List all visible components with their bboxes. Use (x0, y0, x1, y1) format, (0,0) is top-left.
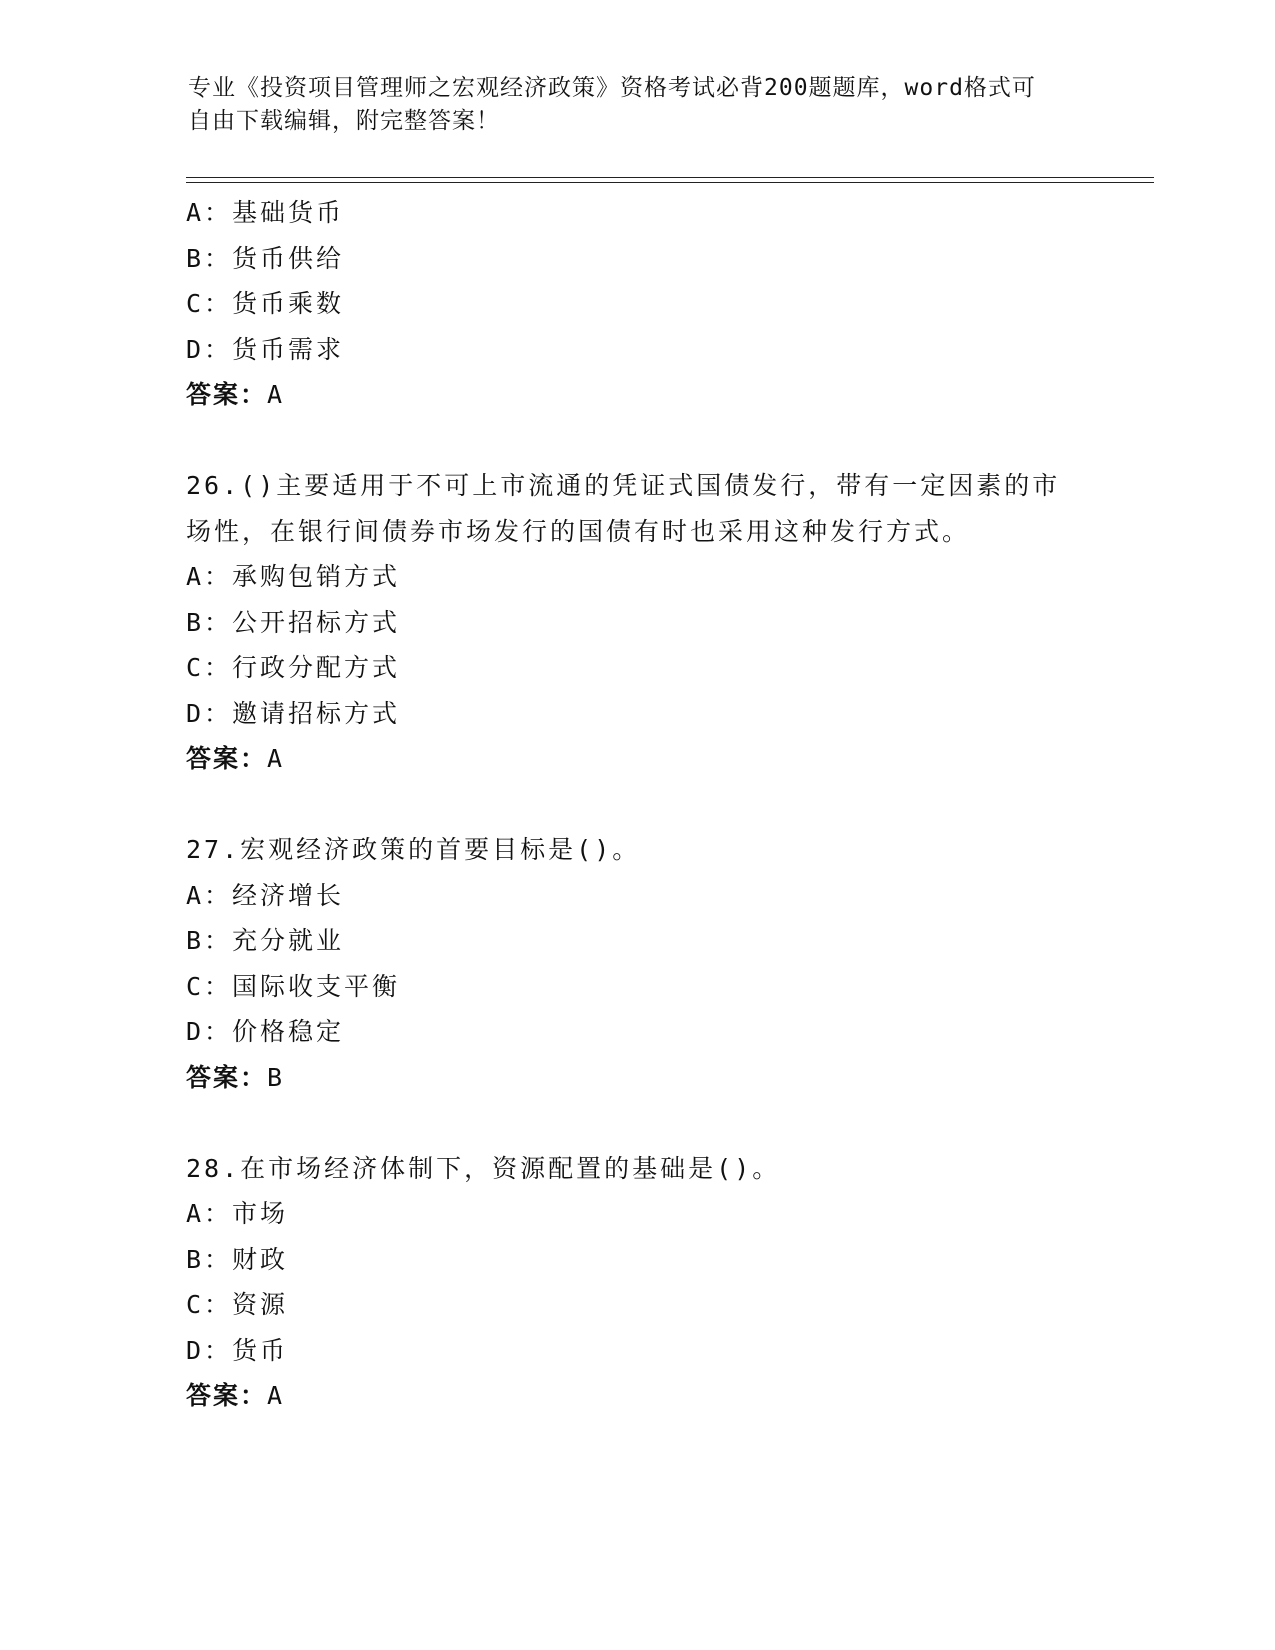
answer-label: 答案： (186, 1062, 268, 1092)
option-c: C：资源 (186, 1290, 289, 1319)
question-spacer (186, 1100, 1106, 1146)
option-d: D：货币需求 (186, 334, 345, 364)
question-stem: 场性，在银行间债券市场发行的国债有时也采用这种发行方式。 (186, 516, 971, 546)
answer-line (186, 372, 1106, 418)
option-c: C：货币乘数 (186, 289, 345, 318)
question-25-continuation (186, 190, 1106, 418)
option-c: C：行政分配方式 (186, 653, 401, 682)
option-a: A：承购包销方式 (186, 562, 401, 591)
answer-value: A (267, 744, 285, 773)
header-title-line-2: 自由下载编辑，附完整答案！ (188, 108, 500, 134)
answer-label: 答案： (186, 744, 268, 773)
answer-label: 答案： (186, 380, 268, 409)
answer-line (186, 1373, 1106, 1419)
option-d: D：货币 (186, 1335, 289, 1365)
question-list (186, 190, 1106, 1419)
header-title-line-1: 专业《投资项目管理师之宏观经济政策》资格考试必背200题题库，word格式可 (188, 75, 1036, 101)
header-divider (186, 177, 1154, 183)
question-28 (186, 1146, 1106, 1419)
question-spacer (186, 782, 1106, 828)
question-27 (186, 827, 1106, 1100)
answer-value: A (267, 380, 285, 409)
question-stem: 27.宏观经济政策的首要目标是()。 (186, 835, 641, 864)
option-a: A：经济增长 (186, 880, 345, 910)
answer-line (186, 736, 1106, 782)
answer-value: B (267, 1062, 285, 1092)
question-stem: 28.在市场经济体制下，资源配置的基础是()。 (186, 1153, 781, 1183)
option-b: B：公开招标方式 (186, 607, 401, 637)
answer-value: A (267, 1381, 285, 1410)
option-b: B：货币供给 (186, 243, 345, 273)
option-a: A：基础货币 (186, 198, 345, 227)
option-b: B：财政 (186, 1244, 289, 1274)
answer-label: 答案： (186, 1381, 268, 1410)
question-stem: 26.()主要适用于不可上市流通的凭证式国债发行，带有一定因素的市 (186, 471, 1061, 500)
question-spacer (186, 418, 1106, 464)
document-header (188, 72, 1068, 138)
option-c: C：国际收支平衡 (186, 971, 401, 1001)
option-d: D：邀请招标方式 (186, 698, 401, 728)
question-26 (186, 463, 1106, 782)
option-d: D：价格稳定 (186, 1017, 345, 1046)
option-a: A：市场 (186, 1199, 289, 1228)
answer-line (186, 1055, 1106, 1101)
option-b: B：充分就业 (186, 926, 345, 955)
